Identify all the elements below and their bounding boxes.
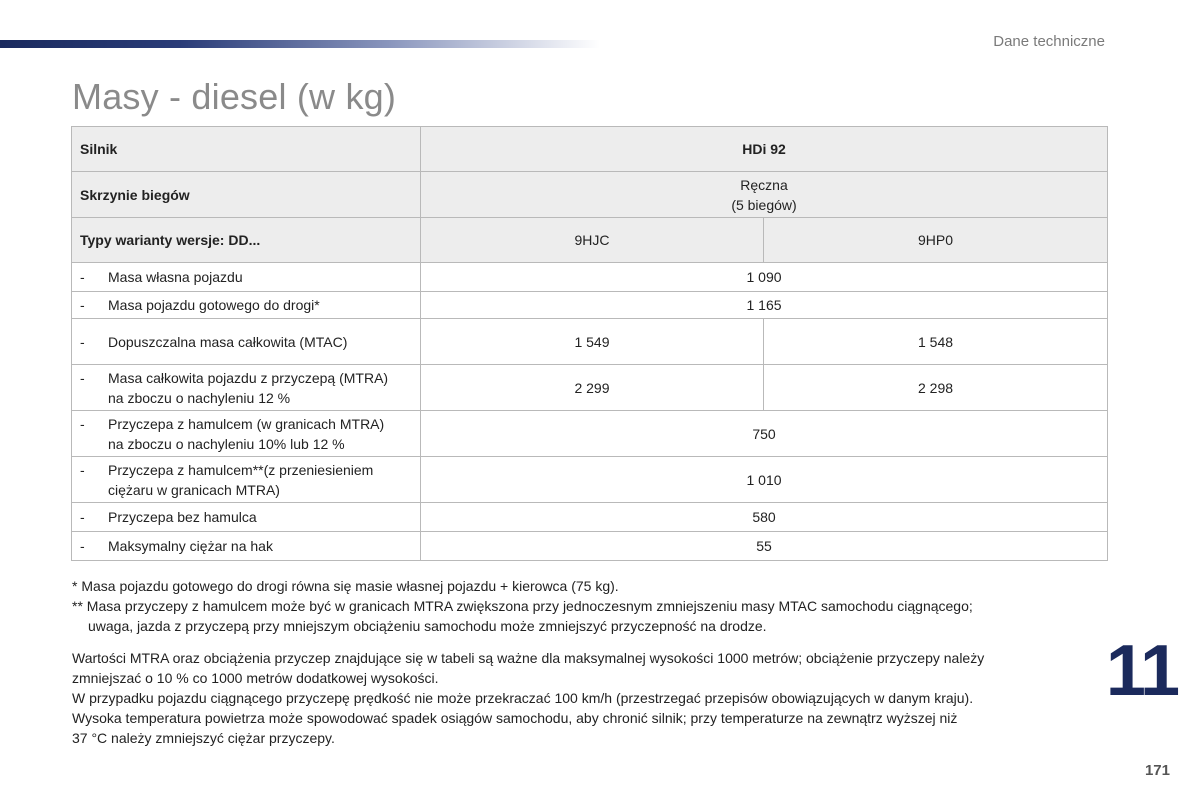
row-label: Masa pojazdu gotowego do drogi* [108, 297, 320, 313]
row-value-9hjc: 1 549 [421, 319, 764, 365]
table-row [72, 457, 1108, 503]
row-label: Przyczepa z hamulcem**(z przeniesieniem ciężaru w granicach MTRA) [108, 461, 374, 498]
row-dash: - [80, 461, 85, 478]
types-row [72, 218, 1108, 263]
page-title: Masy - diesel (w kg) [72, 76, 397, 117]
row-label: Masa własna pojazdu [108, 269, 243, 285]
row-dash: - [80, 269, 85, 285]
row-value-9hp0: 1 548 [764, 319, 1108, 365]
row-dash: - [80, 297, 85, 313]
chapter-number: 11 [1105, 631, 1178, 711]
gearbox-value-line1: Ręczna [740, 176, 788, 193]
engine-row [72, 127, 1108, 172]
row-label: Dopuszczalna masa całkowita (MTAC) [108, 333, 348, 350]
row-dash: - [80, 415, 85, 432]
gearbox-label: Skrzynie biegów [72, 172, 421, 218]
paragraph-2: W przypadku pojazdu ciągnącego przyczepę prędkość nie może przekraczać 100 km/h (przestrzegać przepisów obowiązujących w danym kraju). [72, 690, 974, 706]
gearbox-row [72, 172, 1108, 218]
paragraph-3-line2: 37 °C należy zmniejszyć ciężar przyczepy. [72, 730, 335, 746]
row-value: 750 [421, 411, 1108, 457]
row-value: 580 [421, 503, 1108, 532]
footnote-2-line1: ** Masa przyczepy z hamulcem może być w granicach MTRA zwiększona przy jednoczesnym zmniejszeniu masy MTAC samochodu ciągnącego; [72, 598, 973, 614]
row-label: Przyczepa bez hamulca [108, 509, 257, 525]
engine-value: HDi 92 [421, 127, 1108, 172]
table-row [72, 292, 1108, 319]
section-name: Dane techniczne [993, 33, 1105, 50]
table-row [72, 411, 1108, 457]
row-value: 1 010 [421, 457, 1108, 503]
paragraph-1-line1: Wartości MTRA oraz obciążenia przyczep znajdujące się w tabeli są ważne dla maksymalnej wysokości 1000 metrów; obciążenie przyczepy należy [72, 650, 985, 666]
types-label: Typy warianty wersje: DD... [72, 218, 421, 263]
row-label: Maksymalny ciężar na hak [108, 538, 273, 554]
row-label: Przyczepa z hamulcem (w granicach MTRA) na zboczu o nachyleniu 10% lub 12 % [108, 415, 385, 452]
gearbox-value [421, 172, 1108, 218]
type-9hp0: 9HP0 [764, 218, 1108, 263]
type-9hjc: 9HJC [421, 218, 764, 263]
row-dash: - [80, 369, 85, 386]
footnote-1: * Masa pojazdu gotowego do drogi równa się masie własnej pojazdu + kierowca (75 kg). [72, 578, 619, 594]
gearbox-value-line2: (5 biegów) [731, 196, 797, 213]
table-row [72, 263, 1108, 292]
mass-table [71, 126, 1108, 561]
engine-label: Silnik [72, 127, 421, 172]
row-value-9hjc: 2 299 [421, 365, 764, 411]
row-label: Masa całkowita pojazdu z przyczepą (MTRA) na zboczu o nachyleniu 12 % [108, 369, 389, 406]
header-accent-bar [0, 40, 600, 48]
table-row [72, 365, 1108, 411]
page-number: 171 [1144, 762, 1170, 779]
footnotes [72, 576, 1112, 748]
paragraph-1-line2: zmniejszać o 10 % co 1000 metrów dodatkowej wysokości. [72, 670, 439, 686]
row-dash: - [80, 333, 85, 350]
row-value: 1 165 [421, 292, 1108, 319]
row-value: 55 [421, 532, 1108, 561]
row-value-9hp0: 2 298 [764, 365, 1108, 411]
row-dash: - [80, 509, 85, 525]
table-row [72, 503, 1108, 532]
row-value: 1 090 [421, 263, 1108, 292]
footnote-2-line2: uwaga, jazda z przyczepą przy mniejszym obciążeniu samochodu może zmniejszyć przyczepność na drodze. [88, 618, 767, 634]
table-row [72, 319, 1108, 365]
paragraph-3-line1: Wysoka temperatura powietrza może spowodować spadek osiągów samochodu, aby chronić silnik; przy temperaturze na zewnątrz wyższej niż [72, 710, 958, 726]
row-dash: - [80, 538, 85, 554]
table-row [72, 532, 1108, 561]
